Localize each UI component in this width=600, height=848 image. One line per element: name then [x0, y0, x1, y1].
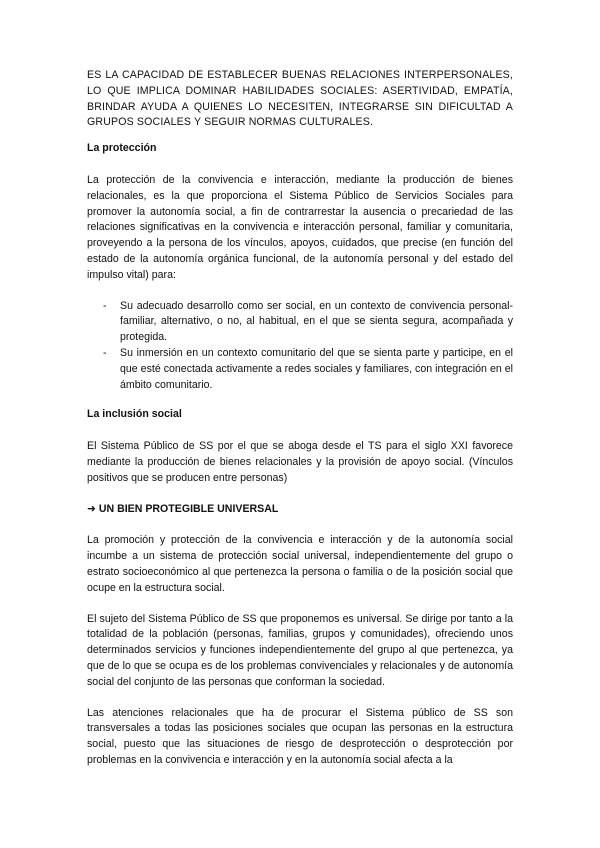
section-heading-inclusion: La inclusión social — [87, 408, 182, 421]
list-item — [87, 346, 513, 393]
section-heading-bien-protegible — [87, 502, 513, 518]
inclusion-paragraph: El Sistema Público de SS por el que se aboga desde el TS para el siglo XXI favorece mediante la producción de bienes relacionales y la provisión de apoyo social. (Vínculos positivos que se producen entre personas) — [87, 440, 513, 484]
list-item — [87, 299, 513, 346]
intro-paragraph: ES LA CAPACIDAD DE ESTABLECER BUENAS RELACIONES INTERPERSONALES, LO QUE IMPLICA DOMINAR HABILIDADES SOCIALES: ASERTIVIDAD, EMPATÍA, BRINDAR AYUDA A QUIENES LO NECESITEN, INTEGRARSE SIN DIFICULTAD A GRUPOS SOCIALES Y SEGUIR NORMAS CULTURALES. — [87, 69, 513, 129]
section-heading-proteccion: La protección — [87, 142, 157, 155]
document-page — [87, 68, 513, 784]
list-item-text: Su adecuado desarrollo como ser social, en un contexto de convivencia personal-familiar, alternativo, o no, al habitual, en el que se sienta segura, acompañada y protegida. — [120, 299, 513, 344]
dash-marker: - — [103, 346, 107, 359]
arrow-right-icon: ➜ — [87, 502, 96, 515]
proteccion-paragraph: La protección de la convivencia e interacción, mediante la producción de bienes relacionales, es la que proporciona el Sistema Público de Servicios Sociales para promover la autonomía social, a fin de contrarrestar la ausencia o precariedad de las relaciones significativas en la convivencia e interacción personal, familiar y comunitaria, proveyendo a la persona de los vínculos, apoyos, cuidados, que precise (en función del estado de la autonomía orgánica funcional, de la autonomía personal y del estado del impulso vital) para: — [87, 173, 513, 281]
bien-paragraph-1: La promoción y protección de la convivencia e interacción y de la autonomía social incumbe a un sistema de protección social universal, independientemente del grupo o estrato socioeconómico al que pertenezca la persona o familia o de la posición social que ocupe en la estructura social. — [87, 534, 513, 594]
dash-marker: - — [103, 299, 107, 312]
list-item-text: Su inmersión en un contexto comunitario del que se sienta parte y participe, en el que esté conectada activamente a redes sociales y familiares, con integración en el ámbito comunitario. — [120, 346, 513, 391]
proteccion-list — [87, 299, 513, 394]
heading-text: UN BIEN PROTEGIBLE UNIVERSAL — [98, 502, 279, 515]
bien-paragraph-3: Las atenciones relacionales que ha de procurar el Sistema público de SS son transversales a todas las posiciones sociales que ocupan las personas en la estructura social, puesto que las situaciones de riesgo de desprotección o desprotección por problemas en la convivencia e interacción y en la autonomía social afecta a la — [87, 706, 513, 766]
bien-paragraph-2: El sujeto del Sistema Público de SS que proponemos es universal. Se dirige por tanto a la totalidad de la población (personas, familias, grupos y comunidades), ofreciendo unos determinados servicios y funciones independientemente del grupo al que pertenezca, ya que de lo que se ocupa es de los problemas convivenciales y relacionales y de autonomía social del conjunto de las personas que conforman la sociedad. — [87, 612, 513, 688]
